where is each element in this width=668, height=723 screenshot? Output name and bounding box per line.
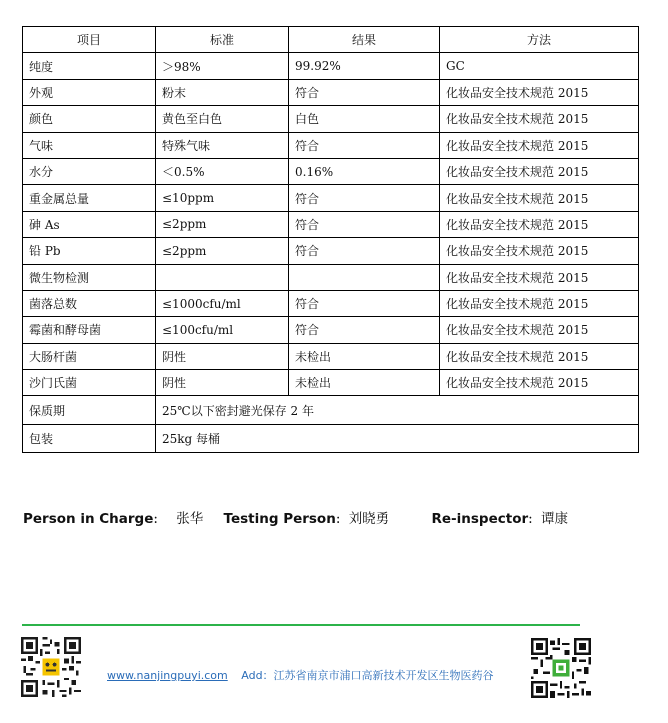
cell-method: 化妆品安全技术规范 2015 [440,79,639,105]
table-row [23,264,639,290]
cell-result: 符合 [289,238,440,264]
footer-divider [22,624,580,626]
cell-method: 化妆品安全技术规范 2015 [440,290,639,316]
cell-result: 白色 [289,106,440,132]
cell-item: 水分 [23,158,156,184]
table-row [23,79,639,105]
testing-person-label: Testing Person [223,511,336,527]
cell-item: 气味 [23,132,156,158]
cell-standard: 阴性 [156,370,289,396]
cell-result: 未检出 [289,370,440,396]
table-row [23,106,639,132]
table-row [23,370,639,396]
cell-item: 颜色 [23,106,156,132]
cell-method: 化妆品安全技术规范 2015 [440,238,639,264]
signature-line: Person in Charge: 张华 Testing Person: 刘晓勇 Re-inspector: 谭康 [23,511,568,527]
testing-person-name: 刘晓勇 [348,511,390,527]
header-method: 方法 [440,27,639,53]
cell-standard: ≤100cfu/ml [156,317,289,343]
cell-standard: ＜0.5% [156,158,289,184]
company-address: Add：江苏省南京市浦口高新技术开发区生物医药谷 [241,669,494,682]
spec-table [22,26,639,453]
table-row [23,290,639,316]
table-row [23,343,639,369]
cell-method: 化妆品安全技术规范 2015 [440,158,639,184]
cell-result: 符合 [289,317,440,343]
qr-code-icon [531,638,591,698]
cell-result: 符合 [289,132,440,158]
cell-standard: 特殊气味 [156,132,289,158]
cell-standard: ≤2ppm [156,211,289,237]
cell-item: 沙门氏菌 [23,370,156,396]
cell-standard: 粉末 [156,79,289,105]
cell-result [289,264,440,290]
cell-method: 化妆品安全技术规范 2015 [440,132,639,158]
table-header-row [23,27,639,53]
table-row [23,424,639,453]
cell-result: 未检出 [289,343,440,369]
table-row [23,238,639,264]
cell-item: 大肠杆菌 [23,343,156,369]
cell-method: 化妆品安全技术规范 2015 [440,185,639,211]
header-item: 项目 [23,27,156,53]
cell-result: 符合 [289,211,440,237]
cell-method: 化妆品安全技术规范 2015 [440,317,639,343]
cell-result: 0.16% [289,158,440,184]
table-row [23,211,639,237]
website-link[interactable]: www.nanjingpuyi.com [107,669,228,682]
header-standard: 标准 [156,27,289,53]
cell-result: 99.92% [289,53,440,79]
cell-item: 霉菌和酵母菌 [23,317,156,343]
cell-item: 纯度 [23,53,156,79]
cell-standard [156,264,289,290]
cell-standard: ≤10ppm [156,185,289,211]
person-in-charge-name: 张华 [176,511,204,527]
cell-standard: ＞98% [156,53,289,79]
cell-description: 25kg 每桶 [156,424,639,453]
cell-method: 化妆品安全技术规范 2015 [440,211,639,237]
cell-result: 符合 [289,185,440,211]
cell-item: 铅 Pb [23,238,156,264]
cell-method: 化妆品安全技术规范 2015 [440,106,639,132]
table-row [23,317,639,343]
cell-method: 化妆品安全技术规范 2015 [440,264,639,290]
cell-method: 化妆品安全技术规范 2015 [440,343,639,369]
header-result: 结果 [289,27,440,53]
cell-standard: ≤1000cfu/ml [156,290,289,316]
cell-item: 微生物检测 [23,264,156,290]
cell-result: 符合 [289,290,440,316]
person-in-charge-label: Person in Charge [23,511,154,527]
cell-result: 符合 [289,79,440,105]
cell-description: 25℃以下密封避光保存 2 年 [156,396,639,425]
table-row [23,132,639,158]
cell-standard: ≤2ppm [156,238,289,264]
cell-standard: 阴性 [156,343,289,369]
reinspector-name: 谭康 [540,511,568,527]
cell-item: 砷 As [23,211,156,237]
cell-method: GC [440,53,639,79]
cell-item: 保质期 [23,396,156,425]
cell-method: 化妆品安全技术规范 2015 [440,370,639,396]
cell-item: 重金属总量 [23,185,156,211]
cell-standard: 黄色至白色 [156,106,289,132]
table-row [23,396,639,425]
footer-contact [107,667,494,683]
table-row [23,185,639,211]
table-row [23,158,639,184]
cell-item: 外观 [23,79,156,105]
table-row [23,53,639,79]
reinspector-label: Re-inspector [431,511,529,527]
cell-item: 菌落总数 [23,290,156,316]
cell-item: 包装 [23,424,156,453]
qr-code-icon [21,637,81,697]
